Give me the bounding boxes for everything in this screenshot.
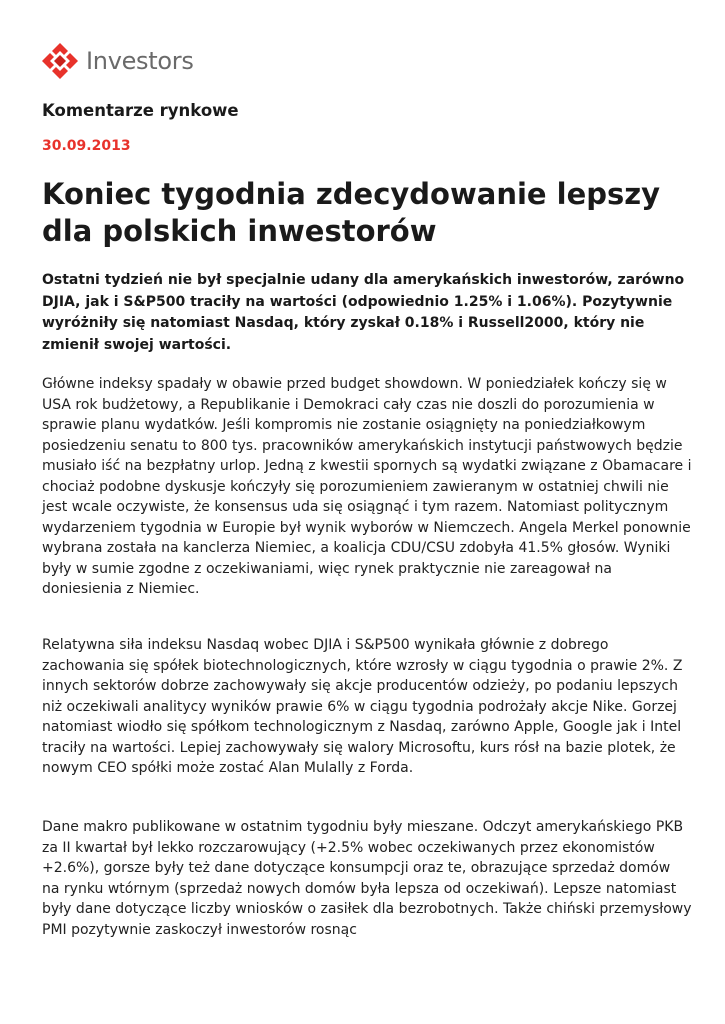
article-date: 30.09.2013 xyxy=(42,138,131,154)
article-title: Koniec tygodnia zdecydowanie lepszy dla polskich inwestorów xyxy=(42,177,661,248)
investors-diamond-logo-icon xyxy=(40,41,80,81)
article-paragraph: Relatywna siła indeksu Nasdaq wobec DJIA i S&P500 wynikała głównie z dobrego zachowania się spółek biotechnologicznych, które wzrosły w ciągu tygodnia o prawie 2%. Z innych sektorów dobrze zachowywały się akcje producentów odzieży, po podaniu lepszych niż oczekiwali analitycy wyników prawie 6% w ciągu tygodnia podrożały akcje Nike. Gorzej natomiast wiodło się spółkom technologicznym z Nasdaq, zarówno Apple, Google jak i Intel traciły na wartości. Lepiej zachowywały się walory Microsoftu, kurs rósł na bazie plotek, że nowym CEO spółki może zostać Alan Mulally z Forda. xyxy=(42,637,683,776)
section-label: Komentarze rynkowe xyxy=(42,101,239,120)
brand-logo xyxy=(40,41,194,81)
article-paragraph: Dane makro publikowane w ostatnim tygodniu były mieszane. Odczyt amerykańskiego PKB za II kwartał był lekko rozczarowujący (+2.5% wobec oczekiwanych przez ekonomistów +2.6%), gorsze były też dane dotyczące konsumpcji oraz te, obrazujące sprzedaż domów na rynku wtórnym (sprzedaż nowych domów była lepsza od oczekiwań). Lepsze natomiast były dane dotyczące liczby wniosków o zasiłek dla bezrobotnych. Także chiński przemysłowy PMI pozytywnie zaskoczył inwestorów rosnąc xyxy=(42,819,692,938)
article-paragraph: Główne indeksy spadały w obawie przed budget showdown. W poniedziałek kończy się w USA rok budżetowy, a Republikanie i Demokraci cały czas nie doszli do porozumienia w sprawie planu wydatków. Jeśli kompromis nie zostanie osiągnięty na poniedziałkowym posiedzeniu senatu to 800 tys. pracowników amerykańskich instytucji państwowych będzie musiało iść na bezpłatny urlop. Jedną z kwestii spornych są wydatki związane z Obamacare i chociaż podobne dyskusje kończyły się porozumieniem zawieranym w ostatniej chwili nie jest wcale oczywiste, że konsensus uda się osiągnąć i tym razem. Natomiast politycznym wydarzeniem tygodnia w Europie był wynik wyborów w Niemczech. Angela Merkel ponownie wybrana została na kanclerza Niemiec, a koalicja CDU/CSU zdobyła 41.5% głosów. Wyniki były w sumie zgodne z oczekiwaniami, więc rynek praktycznie nie zareagował na doniesienia z Niemiec. xyxy=(42,376,692,597)
article-lead: Ostatni tydzień nie był specjalnie udany dla amerykańskich inwestorów, zarówno DJIA, jak i S&P500 traciły na wartości (odpowiednio 1.25% i 1.06%). Pozytywnie wyróżniły się natomiast Nasdaq, który zyskał 0.18% i Russell2000, który nie zmienił swojej wartości. xyxy=(42,272,685,353)
logo-text: Investors xyxy=(86,47,194,75)
